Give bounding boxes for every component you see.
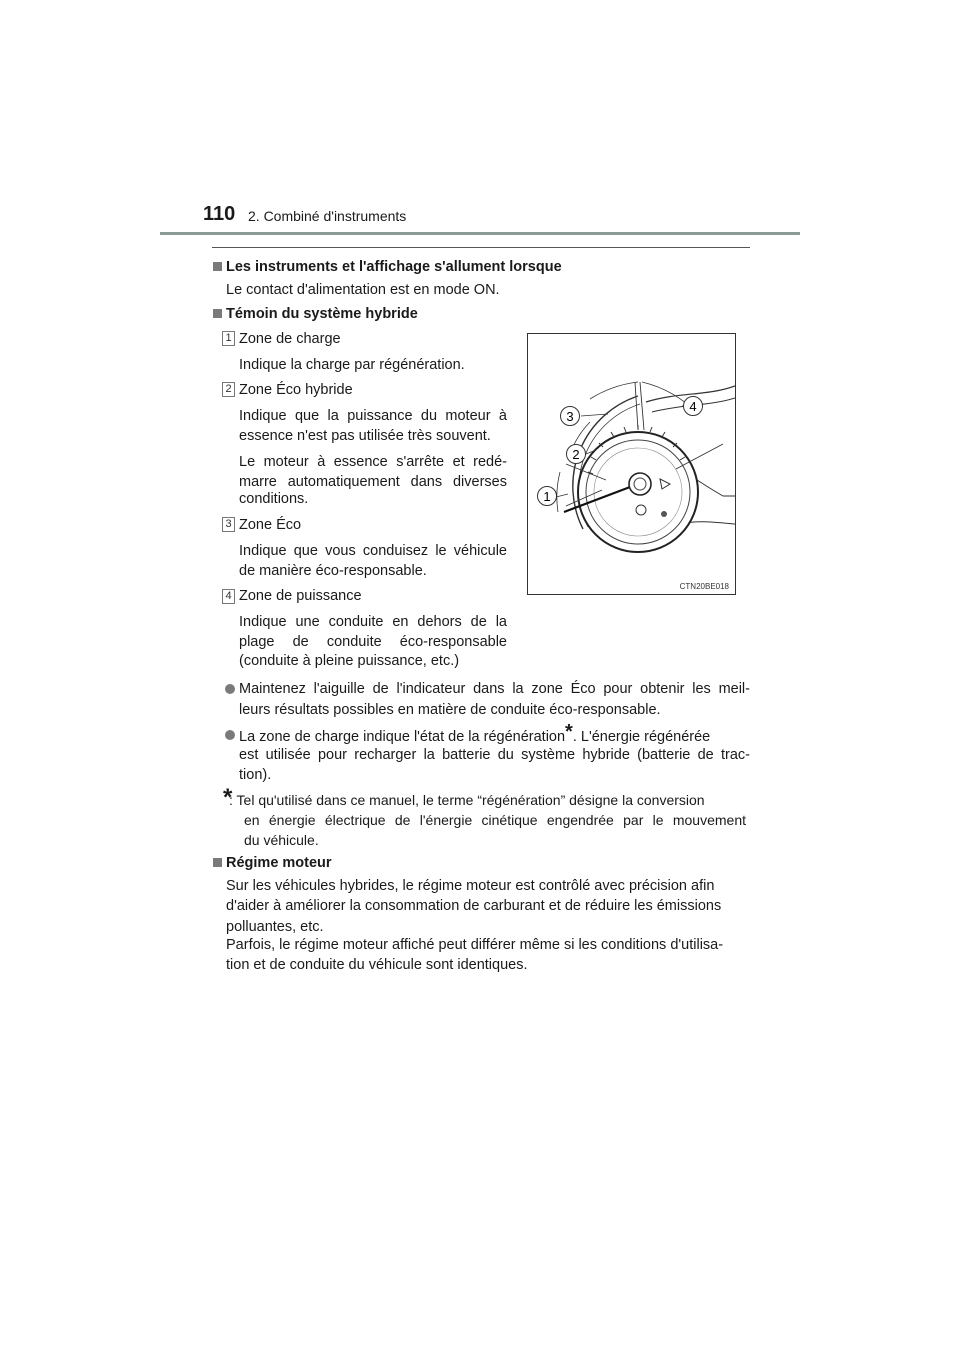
item-desc: Indique que la puissance du moteur à bbox=[239, 408, 507, 424]
item-desc: (conduite à pleine puissance, etc.) bbox=[239, 653, 460, 669]
section-text: Le contact d'alimentation est en mode ON. bbox=[226, 282, 500, 298]
section-text: Parfois, le régime moteur affiché peut différer même si les conditions d'utilisa- bbox=[226, 937, 724, 953]
item-number-badge: 3 bbox=[222, 517, 235, 532]
item-number-badge: 1 bbox=[222, 331, 235, 346]
item-desc: Le moteur à essence s'arrête et redé- bbox=[239, 454, 507, 470]
bullet-text: La zone de charge indique l'état de la régénération*. L'énergie régénérée bbox=[239, 721, 711, 745]
callout-label-2: 2 bbox=[572, 447, 580, 462]
bullet-text: tion). bbox=[239, 767, 272, 783]
bullet-text: leurs résultats possibles en matière de conduite éco-responsable. bbox=[239, 702, 661, 718]
chapter-title: 2. Combiné d'instruments bbox=[248, 208, 407, 224]
bullet-text: est utilisée pour recharger la batterie du système hybride (batterie de trac- bbox=[239, 747, 750, 763]
item-title: Zone Éco bbox=[239, 517, 302, 533]
square-bullet-icon bbox=[213, 858, 222, 867]
section-heading: Les instruments et l'affichage s'allument lorsque bbox=[226, 259, 562, 275]
section-text: polluantes, etc. bbox=[226, 919, 324, 935]
footnote-text: : Tel qu'utilisé dans ce manuel, le terme “régénération” désigne la conversion bbox=[229, 792, 705, 808]
section-text: d'aider à améliorer la consommation de carburant et de réduire les émissions bbox=[226, 898, 722, 914]
section-text: tion et de conduite du véhicule sont identiques. bbox=[226, 957, 528, 973]
bullet-text: Maintenez l'aiguille de l'indicateur dans la zone Éco pour obtenir les meil- bbox=[239, 681, 750, 697]
bullet-dot-icon bbox=[225, 730, 235, 740]
header-rule bbox=[160, 232, 800, 235]
item-number-badge: 4 bbox=[222, 589, 235, 604]
item-desc: Indique que vous conduisez le véhicule bbox=[239, 543, 507, 559]
callout-label-4: 4 bbox=[689, 399, 697, 414]
item-desc: Indique une conduite en dehors de la bbox=[239, 614, 507, 630]
page-number: 110 bbox=[203, 203, 236, 225]
square-bullet-icon bbox=[213, 262, 222, 271]
item-desc: de manière éco-responsable. bbox=[239, 563, 427, 579]
asterisk-mark: * bbox=[565, 721, 573, 743]
bullet-dot-icon bbox=[225, 684, 235, 694]
section-heading: Témoin du système hybride bbox=[226, 306, 418, 322]
item-title: Zone Éco hybride bbox=[239, 382, 353, 398]
hybrid-system-indicator-illustration bbox=[528, 334, 735, 594]
square-bullet-icon bbox=[213, 309, 222, 318]
item-desc: essence n'est pas utilisée très souvent. bbox=[239, 428, 491, 444]
footnote-text: en énergie électrique de l'énergie cinétique engendrée par le mouvement bbox=[244, 812, 746, 828]
item-number-badge: 2 bbox=[222, 382, 235, 397]
item-desc: conditions. bbox=[239, 491, 309, 507]
item-title: Zone de charge bbox=[239, 331, 341, 347]
hybrid-indicator-figure bbox=[527, 333, 736, 595]
item-desc: plage de conduite éco-responsable bbox=[239, 634, 507, 650]
callout-label-3: 3 bbox=[566, 409, 574, 424]
callout-label-1: 1 bbox=[543, 489, 551, 504]
item-desc: Indique la charge par régénération. bbox=[239, 357, 465, 373]
section-heading: Régime moteur bbox=[226, 855, 332, 871]
item-desc: marre automatiquement dans diverses bbox=[239, 474, 507, 490]
section-rule bbox=[212, 247, 750, 248]
footnote-text: du véhicule. bbox=[244, 832, 319, 848]
figure-code: CTN20BE018 bbox=[679, 582, 729, 591]
item-title: Zone de puissance bbox=[239, 588, 362, 604]
section-text: Sur les véhicules hybrides, le régime moteur est contrôlé avec précision afin bbox=[226, 878, 715, 894]
footnote-asterisk: * bbox=[223, 784, 233, 811]
